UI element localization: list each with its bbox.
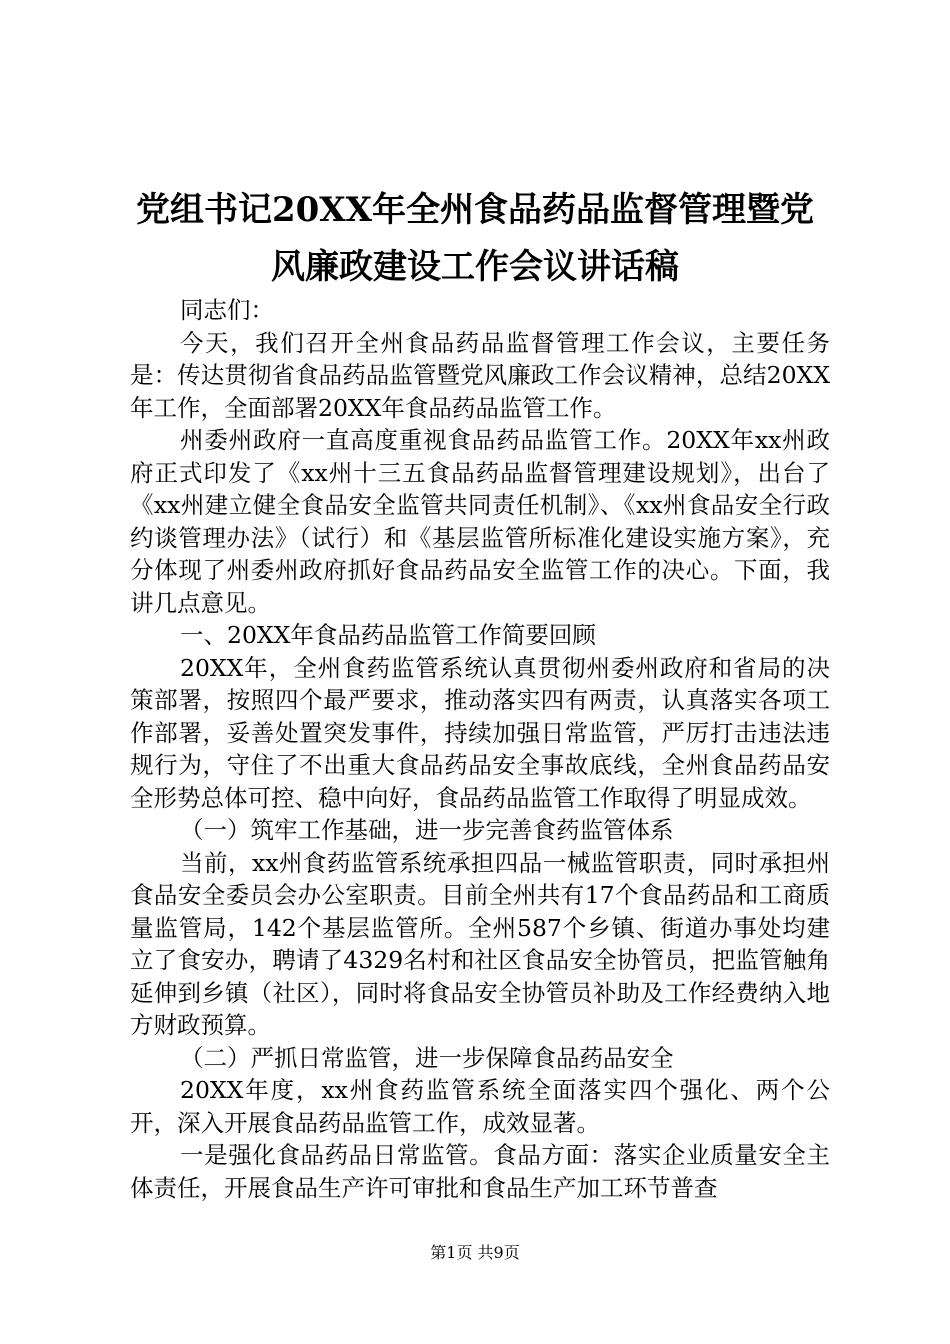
document-body [130, 294, 830, 1204]
paragraph: 一是强化食品药品日常监管。食品方面：落实企业质量安全主体责任，开展食品生产许可审批和食品生产加工环节普查 [130, 1141, 830, 1202]
paragraph: 20XX年度，xx州食药监管系统全面落实四个强化、两个公开，深入开展食品药品监管工作，成效显著。 [130, 1076, 830, 1137]
paragraph: 今天，我们召开全州食品药品监督管理工作会议，主要任务是：传达贯彻省食品药品监管暨党风廉政工作会议精神，总结20XX年工作，全面部署20XX年食品药品监管工作。 [130, 328, 830, 422]
paragraph-salutation: 同志们： [180, 296, 274, 324]
document-title-line-2: 风廉政建设工作会议讲话稿 [271, 247, 679, 287]
document-title-line-1: 党组书记20XX年全州食品药品监督管理暨党 [135, 190, 815, 230]
paragraph: 20XX年，全州食药监管系统认真贯彻州委州政府和省局的决策部署，按照四个最严要求，推动落实四有两责，认真落实各项工作部署，妥善处置突发事件，持续加强日常监管，严厉打击违法违规行为，守住了不出重大食品药品安全事故底线，全州食品药品安全形势总体可控、稳中向好，食品药品监管工作取得了明显成效。 [130, 653, 830, 812]
paragraph: 州委州政府一直高度重视食品药品监管工作。20XX年xx州政府正式印发了《xx州十三五食品药品监督管理建设规划》，出台了《xx州建立健全食品安全监管共同责任机制》、《xx州食品安全行政约谈管理办法》（试行）和《基层监管所标准化建设实施方案》，充分体现了州委州政府抓好食品药品安全监管工作的决心。下面，我讲几点意见。 [130, 426, 830, 617]
section-heading: 一、20XX年食品药品监管工作简要回顾 [180, 621, 596, 649]
subsection-heading: （一）筑牢工作基础，进一步完善食药监管体系 [180, 816, 674, 844]
page-footer: 第1页 共9页 [430, 1243, 520, 1262]
paragraph: 当前，xx州食药监管系统承担四品一械监管职责，同时承担州食品安全委员会办公室职责。目前全州共有17个食品药品和工商质量监管局，142个基层监管所。全州587个乡镇、街道办事处均建立了食安办，聘请了4329名村和社区食品安全协管员，把监管触角延伸到乡镇（社区），同时将食品安全协管员补助及工作经费纳入地方财政预算。 [130, 848, 830, 1039]
subsection-heading: （二）严抓日常监管，进一步保障食品药品安全 [180, 1043, 674, 1072]
